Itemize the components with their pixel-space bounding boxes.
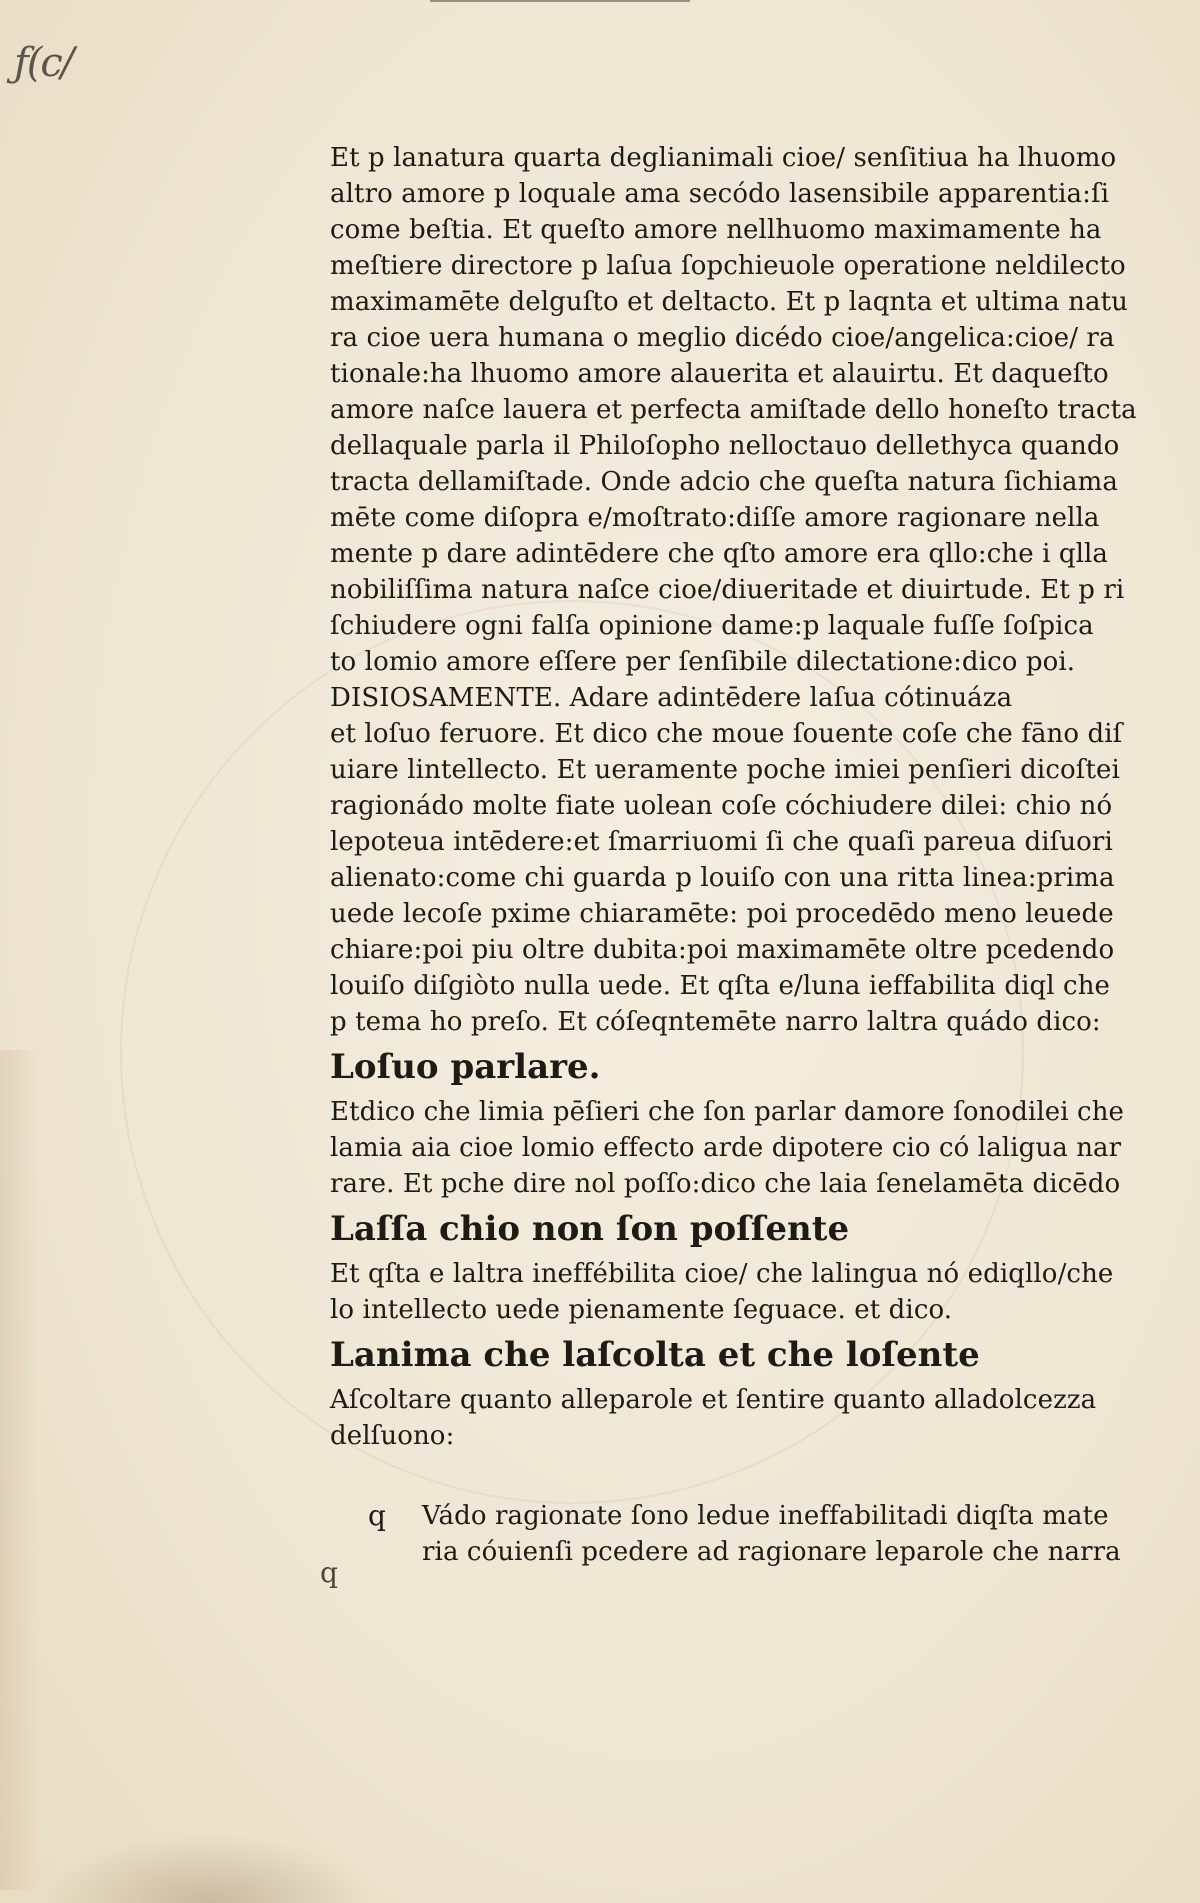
- text-line: lo intellecto uede pienamente ſeguace. et dico.: [330, 1295, 953, 1325]
- text-line: tionale:ha lhuomo amore alauerita et alauirtu. Et daqueſto: [330, 359, 1109, 389]
- text-line: to lomio amore eſſere per ſenſibile dilectatione:dico poi.: [330, 647, 1076, 677]
- text-line: maximamēte delguſto et deltacto. Et p laqnta et ultima natu: [330, 287, 1128, 317]
- text-line: lamia aia cioe lomio effecto arde dipotere cio có laligua nar: [330, 1133, 1122, 1163]
- text-block: [330, 140, 1137, 1570]
- text-line: nobiliſſima natura naſce cioe/diueritade et diuirtude. Et p ri: [330, 575, 1125, 605]
- text-line: p tema ho preſo. Et cóſeqntemēte narro laltra quádo dico:: [330, 1007, 1101, 1037]
- text-line: dellaquale parla il Philoſopho nelloctauo dellethyca quando: [330, 431, 1120, 461]
- text-line: Vádo ragionate ſono ledue ineffabilitadi diqſta mate: [422, 1501, 1109, 1531]
- text-line: louiſo diſgiòto nulla uede. Et qſta e/luna ieffabilita diql che: [330, 971, 1111, 1001]
- text-line: ria cóuienſi pcedere ad ragionare leparole che narra: [422, 1537, 1121, 1567]
- text-line: uede lecoſe pxime chiaramēte: poi procedēdo meno leuede: [330, 899, 1114, 929]
- heading-lanima: Lanima che laſcolta et che loſente: [330, 1335, 980, 1375]
- text-line: ſchiudere ogni falſa opinione dame:p laquale fuſſe ſoſpica: [330, 611, 1094, 641]
- signature-mark: q: [320, 1556, 338, 1589]
- text-line: tracta dellamiſtade. Onde adcio che queſta natura ſichiama: [330, 467, 1118, 497]
- paragraph-3: [330, 1256, 1120, 1328]
- paper-stain-bottom: [40, 1833, 380, 1903]
- text-line: mente p dare adintēdere che qſto amore era qllo:che i qlla: [330, 539, 1109, 569]
- text-line: Et qſta e laltra ineffébilita cioe/ che lalingua nó ediqllo/che: [330, 1259, 1114, 1289]
- paragraph-2: [330, 1094, 1125, 1202]
- text-line: Et p lanatura quarta deglianimali cioe/ senſitiua ha lhuomo: [330, 143, 1117, 173]
- paper-stain-left: [0, 1050, 40, 1890]
- text-line: rare. Et pche dire nol poſſo:dico che laia ſenelamēta dicēdo: [330, 1169, 1121, 1199]
- final-paragraph: [330, 1498, 1120, 1570]
- text-line: Etdico che limia pēſieri che ſon parlar damore ſonodilei che: [330, 1097, 1125, 1127]
- final-lines: [422, 1498, 1120, 1570]
- text-line: come beſtia. Et queſto amore nellhuomo maximamente ha: [330, 215, 1102, 245]
- text-line: altro amore p loquale ama secódo lasensibile apparentia:ſi: [330, 179, 1110, 209]
- corner-handwritten-mark: ƒ(c/: [14, 40, 73, 86]
- text-line: ragionádo molte fiate uolean coſe cóchiudere dilei: chio nó: [330, 791, 1113, 821]
- text-line: chiare:poi piu oltre dubita:poi maximamēte oltre pcedendo: [330, 935, 1115, 965]
- text-line: amore naſce lauera et perfecta amiſtade dello honeſto tracta: [330, 395, 1137, 425]
- text-line: Aſcoltare quanto alleparole et ſentire quanto alladolcezza: [330, 1385, 1097, 1415]
- text-line: et loſuo feruore. Et dico che moue ſouente coſe che fāno diſ: [330, 719, 1123, 749]
- text-line: uiare lintellecto. Et ueramente poche imiei penſieri dicoſtei: [330, 755, 1120, 785]
- text-line: alienato:come chi guarda p louiſo con una ritta linea:prima: [330, 863, 1115, 893]
- paragraph-4: [330, 1382, 1120, 1454]
- text-line: delſuono:: [330, 1421, 455, 1451]
- heading-losuo-parlare: Loſuo parlare.: [330, 1047, 601, 1087]
- text-line: meſtiere directore p laſua ſopchieuole operatione neldilecto: [330, 251, 1126, 281]
- paragraph-1: [330, 140, 1137, 1040]
- text-line: lepoteua intēdere:et ſmarriuomi ſi che quaſi pareua diſuori: [330, 827, 1113, 857]
- top-rule: [430, 0, 690, 2]
- text-line: DISIOSAMENTE. Adare adintēdere laſua cótinuáza: [330, 683, 1013, 713]
- initial-guide-letter: q: [368, 1499, 386, 1532]
- text-line: ra cioe uera humana o meglio dicédo cioe/angelica:cioe/ ra: [330, 323, 1115, 353]
- text-line: mēte come diſopra e/moſtrato:diſſe amore ragionare nella: [330, 503, 1100, 533]
- heading-lassa-chio: Laſſa chio non ſon poſſente: [330, 1209, 850, 1249]
